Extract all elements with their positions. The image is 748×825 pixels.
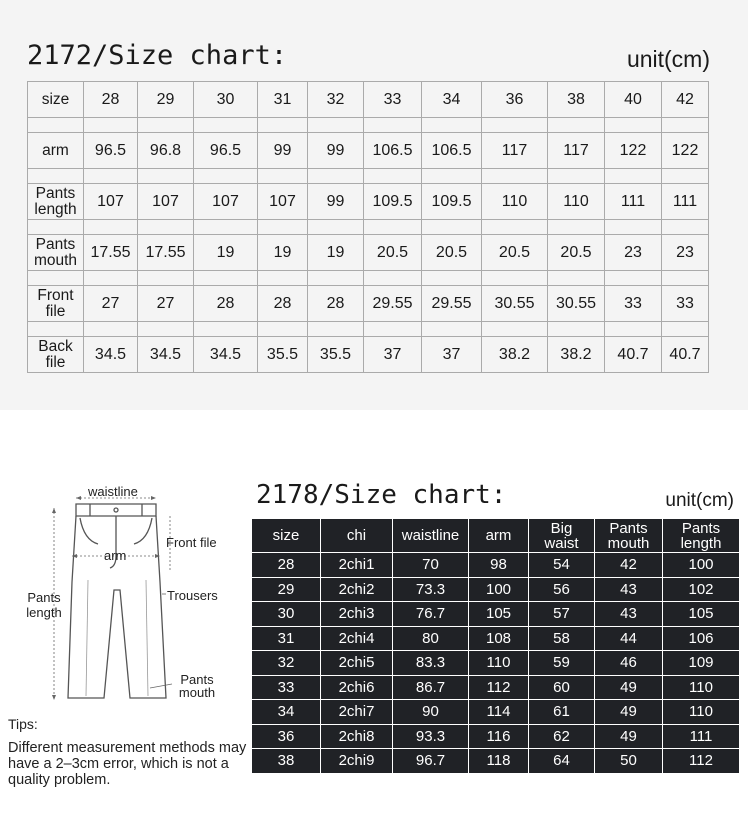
spacer-cell <box>422 322 482 337</box>
spacer-cell <box>28 322 84 337</box>
table-cell: 49 <box>594 725 662 749</box>
size-chart-2172-unit: unit(cm) <box>626 46 710 72</box>
column-header: waistline <box>392 519 468 552</box>
spacer-cell <box>364 169 422 184</box>
table-cell: 58 <box>528 627 594 651</box>
table-cell: 20.5 <box>482 235 548 271</box>
column-header: Big waist <box>528 519 594 552</box>
table-cell: 23 <box>605 235 662 271</box>
arm-label: arm <box>104 548 127 563</box>
spacer-cell <box>422 169 482 184</box>
table-cell: 111 <box>605 184 662 220</box>
table-cell: 110 <box>482 184 548 220</box>
table-cell: 28 <box>258 286 308 322</box>
spacer-cell <box>548 322 605 337</box>
table-cell: 105 <box>662 602 739 626</box>
table-cell: 20.5 <box>364 235 422 271</box>
table-cell: 29.55 <box>422 286 482 322</box>
spacer-cell <box>138 271 194 286</box>
spacer-row <box>28 322 709 337</box>
spacer-cell <box>138 118 194 133</box>
table-row <box>28 133 709 169</box>
column-header: Pants length <box>662 519 739 552</box>
spacer-cell <box>662 322 709 337</box>
spacer-cell <box>84 271 138 286</box>
table-cell: 19 <box>308 235 364 271</box>
table-cell: 17.55 <box>138 235 194 271</box>
table-cell: 40.7 <box>662 337 709 373</box>
table-cell: 32 <box>252 651 320 675</box>
row-label: Back file <box>28 337 84 373</box>
table-cell: 31 <box>258 82 308 118</box>
table-cell: 30.55 <box>482 286 548 322</box>
table-cell: 102 <box>662 578 739 602</box>
table-cell: 2chi3 <box>320 602 392 626</box>
spacer-cell <box>605 271 662 286</box>
column-header: arm <box>468 519 528 552</box>
spacer-cell <box>662 118 709 133</box>
table-cell: 96.8 <box>138 133 194 169</box>
table-cell: 34.5 <box>138 337 194 373</box>
table-cell: 100 <box>662 553 739 577</box>
table-cell: 35.5 <box>308 337 364 373</box>
spacer-cell <box>308 322 364 337</box>
table-cell: 28 <box>194 286 258 322</box>
table-cell: 42 <box>594 553 662 577</box>
table-cell: 109.5 <box>422 184 482 220</box>
table-row <box>28 286 709 322</box>
spacer-cell <box>194 220 258 235</box>
table-cell: 2chi5 <box>320 651 392 675</box>
table-cell: 99 <box>308 184 364 220</box>
table-cell: 114 <box>468 700 528 724</box>
table-cell: 38 <box>548 82 605 118</box>
table-cell: 28 <box>308 286 364 322</box>
table-row <box>252 725 739 749</box>
table-cell: 19 <box>258 235 308 271</box>
table-cell: 35.5 <box>258 337 308 373</box>
table-cell: 30 <box>252 602 320 626</box>
table-cell: 109.5 <box>364 184 422 220</box>
table-cell: 56 <box>528 578 594 602</box>
table-cell: 2chi8 <box>320 725 392 749</box>
spacer-cell <box>548 220 605 235</box>
spacer-cell <box>258 169 308 184</box>
table-cell: 112 <box>662 749 739 773</box>
table-cell: 2chi4 <box>320 627 392 651</box>
spacer-cell <box>194 271 258 286</box>
table-cell: 59 <box>528 651 594 675</box>
table-cell: 64 <box>528 749 594 773</box>
table-cell: 49 <box>594 700 662 724</box>
row-label: arm <box>28 133 84 169</box>
table-cell: 2chi6 <box>320 676 392 700</box>
header-row <box>28 82 709 118</box>
table-cell: 76.7 <box>392 602 468 626</box>
spacer-cell <box>605 118 662 133</box>
table-cell: 106.5 <box>364 133 422 169</box>
spacer-cell <box>364 220 422 235</box>
spacer-cell <box>548 169 605 184</box>
table-cell: 19 <box>194 235 258 271</box>
front-file-label: Front file <box>166 535 217 550</box>
table-cell: 111 <box>662 184 709 220</box>
spacer-row <box>28 118 709 133</box>
table-cell: 106.5 <box>422 133 482 169</box>
table-cell: 108 <box>468 627 528 651</box>
column-header: Pants mouth <box>594 519 662 552</box>
spacer-row <box>28 271 709 286</box>
spacer-cell <box>548 118 605 133</box>
table-cell: 30 <box>194 82 258 118</box>
spacer-cell <box>258 118 308 133</box>
spacer-cell <box>28 118 84 133</box>
table-cell: 29.55 <box>364 286 422 322</box>
row-label: Pants length <box>28 184 84 220</box>
spacer-cell <box>364 118 422 133</box>
trousers-label: Trousers <box>167 588 218 603</box>
table-cell: 96.5 <box>84 133 138 169</box>
spacer-cell <box>258 220 308 235</box>
trousers-diagram <box>0 470 250 720</box>
spacer-cell <box>482 322 548 337</box>
size-chart-2172-panel <box>0 0 748 410</box>
table-cell: 100 <box>468 578 528 602</box>
spacer-cell <box>364 322 422 337</box>
table-cell: 110 <box>662 676 739 700</box>
table-cell: 110 <box>548 184 605 220</box>
table-cell: 20.5 <box>422 235 482 271</box>
table-cell: 30.55 <box>548 286 605 322</box>
table-cell: 36 <box>482 82 548 118</box>
table-cell: 107 <box>258 184 308 220</box>
table-cell: 38 <box>252 749 320 773</box>
table-cell: 99 <box>258 133 308 169</box>
table-cell: 32 <box>308 82 364 118</box>
table-cell: 43 <box>594 602 662 626</box>
table-cell: 17.55 <box>84 235 138 271</box>
spacer-cell <box>258 322 308 337</box>
table-cell: 49 <box>594 676 662 700</box>
spacer-cell <box>605 322 662 337</box>
table-cell: 111 <box>662 725 739 749</box>
spacer-cell <box>138 169 194 184</box>
table-cell: 27 <box>84 286 138 322</box>
table-cell: 29 <box>252 578 320 602</box>
spacer-cell <box>84 169 138 184</box>
table-cell: 38.2 <box>482 337 548 373</box>
table-row <box>252 700 739 724</box>
header-row <box>252 519 739 552</box>
table-cell: 28 <box>252 553 320 577</box>
table-cell: 70 <box>392 553 468 577</box>
pants-length-label: Pants length <box>26 590 62 620</box>
table-cell: 37 <box>364 337 422 373</box>
table-cell: 34 <box>252 700 320 724</box>
spacer-cell <box>605 220 662 235</box>
table-cell: 60 <box>528 676 594 700</box>
table-cell: 2chi1 <box>320 553 392 577</box>
table-cell: 54 <box>528 553 594 577</box>
table-cell: 57 <box>528 602 594 626</box>
table-row <box>252 602 739 626</box>
spacer-cell <box>308 118 364 133</box>
table-cell: 34.5 <box>194 337 258 373</box>
table-cell: 33 <box>364 82 422 118</box>
table-cell: 40 <box>605 82 662 118</box>
table-cell: 44 <box>594 627 662 651</box>
table-cell: 106 <box>662 627 739 651</box>
table-cell: 109 <box>662 651 739 675</box>
row-label: Pants mouth <box>28 235 84 271</box>
table-cell: 107 <box>138 184 194 220</box>
table-cell: 110 <box>468 651 528 675</box>
table-row <box>252 651 739 675</box>
spacer-cell <box>662 169 709 184</box>
spacer-cell <box>28 220 84 235</box>
table-cell: 37 <box>422 337 482 373</box>
table-cell: 90 <box>392 700 468 724</box>
table-cell: 42 <box>662 82 709 118</box>
spacer-row <box>28 220 709 235</box>
table-cell: 43 <box>594 578 662 602</box>
spacer-cell <box>138 322 194 337</box>
table-cell: 2chi9 <box>320 749 392 773</box>
table-cell: 2chi2 <box>320 578 392 602</box>
table-cell: 20.5 <box>548 235 605 271</box>
tips-text: Different measurement methods may have a 2–3cm error, which is not a quality problem. <box>8 740 247 788</box>
table-cell: 93.3 <box>392 725 468 749</box>
table-row <box>252 627 739 651</box>
spacer-cell <box>28 169 84 184</box>
table-cell: 122 <box>662 133 709 169</box>
size-chart-2178-unit: unit(cm) <box>665 490 734 511</box>
spacer-cell <box>364 271 422 286</box>
pants-mouth-label: Pants mouth <box>178 672 216 700</box>
spacer-cell <box>194 118 258 133</box>
spacer-cell <box>84 322 138 337</box>
table-cell: 80 <box>392 627 468 651</box>
spacer-cell <box>308 169 364 184</box>
table-cell: 31 <box>252 627 320 651</box>
spacer-cell <box>194 322 258 337</box>
table-cell: 107 <box>84 184 138 220</box>
column-header: size <box>252 519 320 552</box>
table-cell: 33 <box>605 286 662 322</box>
table-row <box>28 337 709 373</box>
spacer-cell <box>84 118 138 133</box>
table-row <box>28 184 709 220</box>
table-cell: 40.7 <box>605 337 662 373</box>
table-cell: 117 <box>482 133 548 169</box>
spacer-cell <box>548 271 605 286</box>
spacer-row <box>28 169 709 184</box>
spacer-cell <box>308 271 364 286</box>
table-cell: 62 <box>528 725 594 749</box>
table-cell: 46 <box>594 651 662 675</box>
table-cell: 73.3 <box>392 578 468 602</box>
waistline-label: waistline <box>88 484 138 499</box>
spacer-cell <box>422 271 482 286</box>
table-row <box>252 749 739 773</box>
size-table-2178 <box>252 518 739 774</box>
table-row <box>252 578 739 602</box>
table-cell: 23 <box>662 235 709 271</box>
table-cell: 38.2 <box>548 337 605 373</box>
spacer-cell <box>28 271 84 286</box>
table-cell: 110 <box>662 700 739 724</box>
table-cell: 61 <box>528 700 594 724</box>
table-cell: 27 <box>138 286 194 322</box>
table-cell: 36 <box>252 725 320 749</box>
spacer-cell <box>84 220 138 235</box>
spacer-cell <box>308 220 364 235</box>
tips-label: Tips: <box>8 716 38 732</box>
spacer-cell <box>194 169 258 184</box>
table-cell: 122 <box>605 133 662 169</box>
table-cell: 28 <box>84 82 138 118</box>
table-cell: 33 <box>662 286 709 322</box>
table-row <box>28 235 709 271</box>
row-label: size <box>28 82 84 118</box>
table-cell: 98 <box>468 553 528 577</box>
table-cell: 116 <box>468 725 528 749</box>
spacer-cell <box>422 118 482 133</box>
table-cell: 96.7 <box>392 749 468 773</box>
table-cell: 118 <box>468 749 528 773</box>
table-cell: 112 <box>468 676 528 700</box>
spacer-cell <box>662 220 709 235</box>
table-cell: 50 <box>594 749 662 773</box>
table-cell: 29 <box>138 82 194 118</box>
table-cell: 2chi7 <box>320 700 392 724</box>
table-cell: 34.5 <box>84 337 138 373</box>
table-row <box>252 676 739 700</box>
table-cell: 99 <box>308 133 364 169</box>
spacer-cell <box>258 271 308 286</box>
spacer-cell <box>482 220 548 235</box>
spacer-cell <box>138 220 194 235</box>
size-chart-2172-title: 2172/Size chart: <box>27 40 288 71</box>
table-cell: 83.3 <box>392 651 468 675</box>
table-cell: 105 <box>468 602 528 626</box>
table-cell: 96.5 <box>194 133 258 169</box>
column-header: chi <box>320 519 392 552</box>
spacer-cell <box>422 220 482 235</box>
table-cell: 117 <box>548 133 605 169</box>
size-chart-2178-title: 2178/Size chart: <box>256 480 507 510</box>
table-cell: 34 <box>422 82 482 118</box>
table-cell: 86.7 <box>392 676 468 700</box>
spacer-cell <box>662 271 709 286</box>
spacer-cell <box>482 271 548 286</box>
row-label: Front file <box>28 286 84 322</box>
spacer-cell <box>605 169 662 184</box>
table-cell: 107 <box>194 184 258 220</box>
spacer-cell <box>482 169 548 184</box>
table-row <box>252 553 739 577</box>
size-table-2172 <box>27 81 709 373</box>
table-cell: 33 <box>252 676 320 700</box>
spacer-cell <box>482 118 548 133</box>
